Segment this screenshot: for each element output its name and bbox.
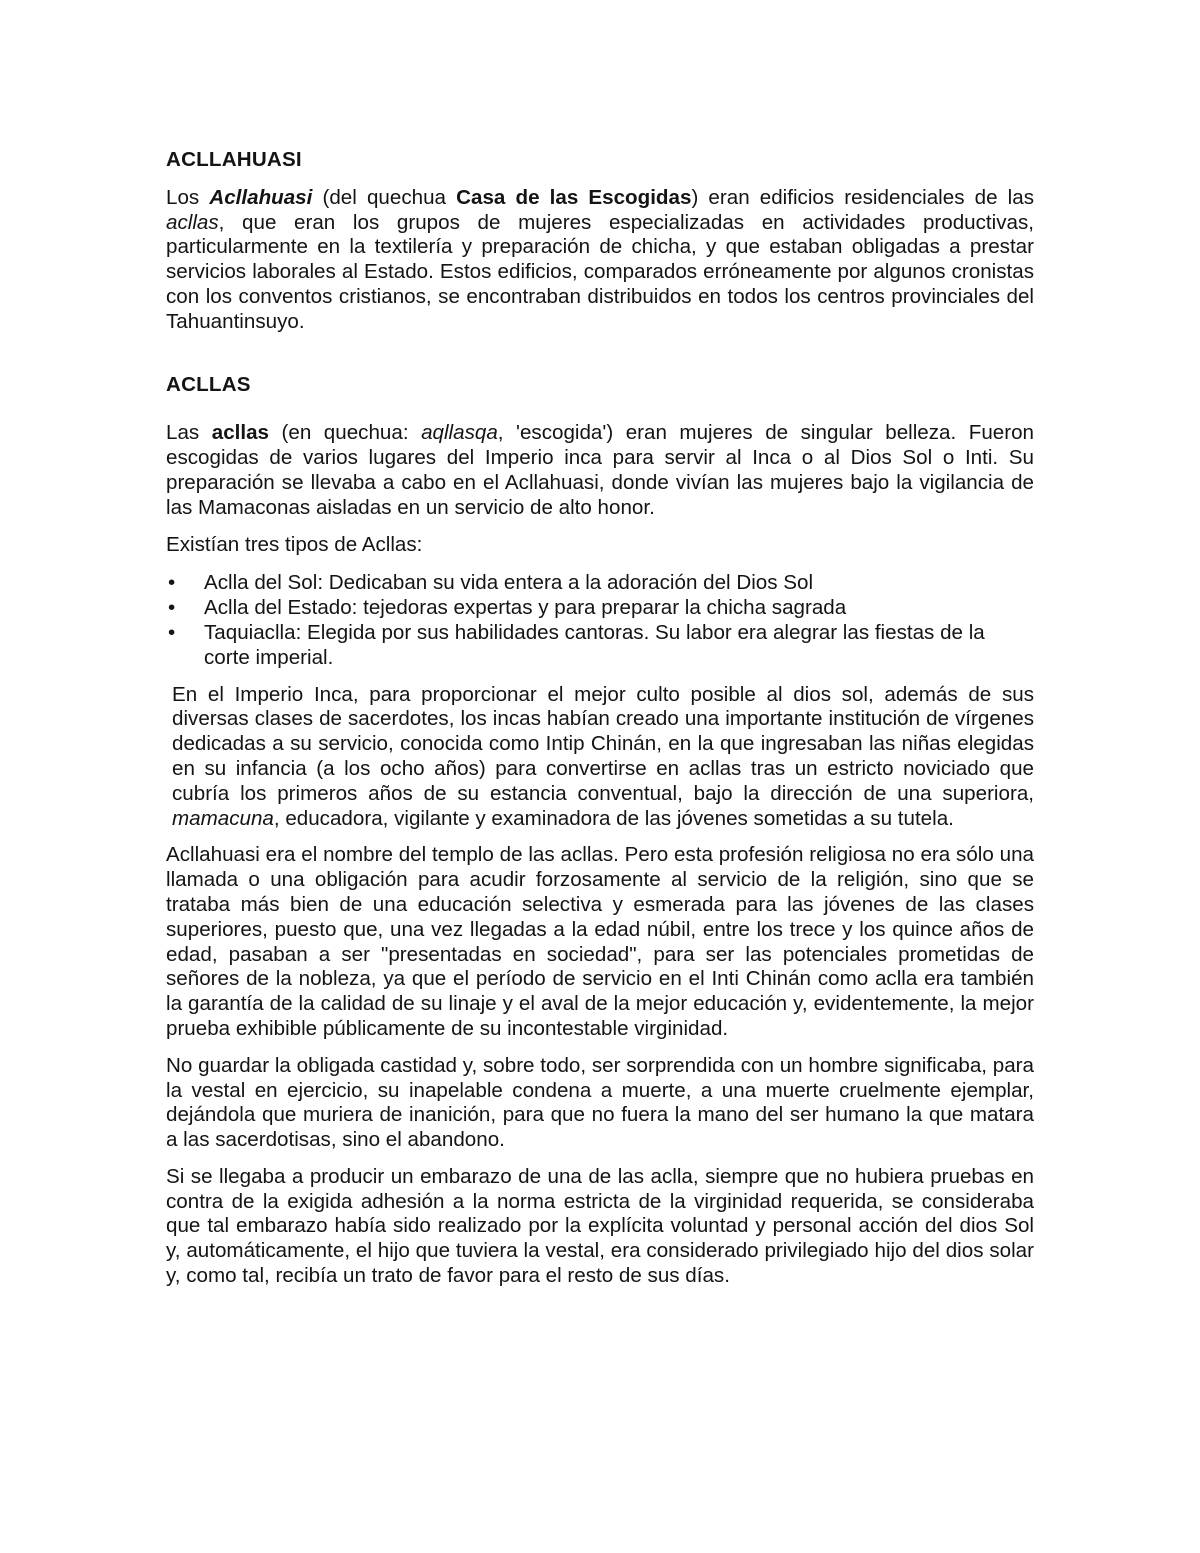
text-run: , 'escogida') eran mujeres de singular belleza. Fueron escogidas de varios lugares del Imperio inca para servir al Inca o al Dios Sol o Inti. Su preparación se llevaba a cabo en el Acllahuasi, donde vivían las mujeres bajo la vigilancia de las Mamaconas aisladas en un servicio de alto honor. <box>166 421 1034 519</box>
heading-acllas: ACLLAS <box>166 372 251 396</box>
text-run: En el Imperio Inca, para proporcionar el mejor culto posible al dios sol, además de sus diversas clases de sacerdotes, los incas habían creado una importante institución de vírgenes dedicadas a su servicio, conocida como Intip Chinán, en la que ingresaban las niñas elegidas en su infancia (a los ocho años) para convertirse en acllas tras un estricto noviciado que cubría los primeros años de su estancia conventual, bajo la dirección de una superiora, <box>172 682 1034 805</box>
list-item <box>166 571 1034 596</box>
paragraph-acllahuasi-intro <box>166 186 1034 335</box>
text-run: (del quechua <box>312 185 457 209</box>
text-run: Los <box>166 185 210 209</box>
heading-acllahuasi: ACLLAHUASI <box>166 148 302 171</box>
list-tipos-acllas <box>166 571 1034 670</box>
paragraph-imperio-inca <box>166 683 1034 832</box>
list-item-text: Aclla del Estado: tejedoras expertas y para preparar la chicha sagrada <box>204 596 847 620</box>
paragraph-embarazo: Si se llegaba a producir un embarazo de una de las aclla, siempre que no hubiera pruebas en contra de la exigida adhesión a la norma estricta de la virginidad requerida, se consideraba que tal embarazo había sido realizado por la explícita voluntad y personal acción del dios Sol y, automáticamente, el hijo que tuviera la vestal, era considerado privilegiado hijo del dios solar y, como tal, recibía un trato de favor para el resto de sus días. <box>166 1164 1034 1288</box>
paragraph-tipos-intro: Existían tres tipos de Acllas: <box>166 532 423 556</box>
text-run: ) eran edificios residenciales de las <box>691 185 1034 209</box>
term-mamacuna: mamacuna <box>172 806 274 830</box>
text-run: , que eran los grupos de mujeres especializadas en actividades productivas, particularmente en la textilería y preparación de chicha, y que estaban obligadas a prestar servicios laborales al Estado. Estos edificios, comparados erróneamente por algunos cronistas con los conventos cristianos, se encontraban distribuidos en todos los centros provinciales del Tahuantinsuyo. <box>166 210 1034 333</box>
list-item <box>166 596 1034 621</box>
term-casa-de-las-escogidas: Casa de las Escogidas <box>456 185 692 209</box>
list-item-text: Aclla del Sol: Dedicaban su vida entera a la adoración del Dios Sol <box>204 571 814 595</box>
text-run: , educadora, vigilante y examinadora de las jóvenes sometidas a su tutela. <box>273 806 954 830</box>
term-acllahuasi: Acllahuasi <box>209 185 313 209</box>
bullet-icon: • <box>168 571 176 595</box>
paragraph-castidad: No guardar la obligada castidad y, sobre todo, ser sorprendida con un hombre significaba, para la vestal en ejercicio, su inapelable condena a muerte, a una muerte cruelmente ejemplar, dejándola que muriera de inanición, para que no fuera la mano del ser humano la que matara a las sacerdotisas, sino el abandono. <box>166 1053 1034 1152</box>
list-item-text: Taquiaclla: Elegida por sus habilidades cantoras. Su labor era alegrar las fiestas de la corte imperial. <box>204 620 985 669</box>
paragraph-acllas-intro <box>166 421 1034 520</box>
bullet-icon: • <box>168 620 176 644</box>
paragraph-templo: Acllahuasi era el nombre del templo de las acllas. Pero esta profesión religiosa no era sólo una llamada o una obligación para acudir forzosamente al servicio de la religión, sino que se trataba más bien de una educación selectiva y esmerada para las jóvenes de las clases superiores, puesto que, una vez llegadas a la edad núbil, entre los trece y los quince años de edad, pasaban a ser "presentadas en sociedad", para ser las potenciales prometidas de señores de la nobleza, ya que el período de servicio en el Inti Chinán como aclla era también la garantía de la calidad de su linaje y el aval de la mejor educación y, evidentemente, la mejor prueba exhibible públicamente de su incontestable virginidad. <box>166 843 1034 1040</box>
bullet-icon: • <box>168 596 176 620</box>
term-acllas-bold: acllas <box>211 421 269 445</box>
text-run: (en quechua: <box>269 421 422 445</box>
term-acllas: acllas <box>166 210 219 234</box>
term-aqllasqa: aqllasqa <box>421 421 498 445</box>
list-item <box>166 621 1034 671</box>
text-run: Las <box>166 421 212 445</box>
